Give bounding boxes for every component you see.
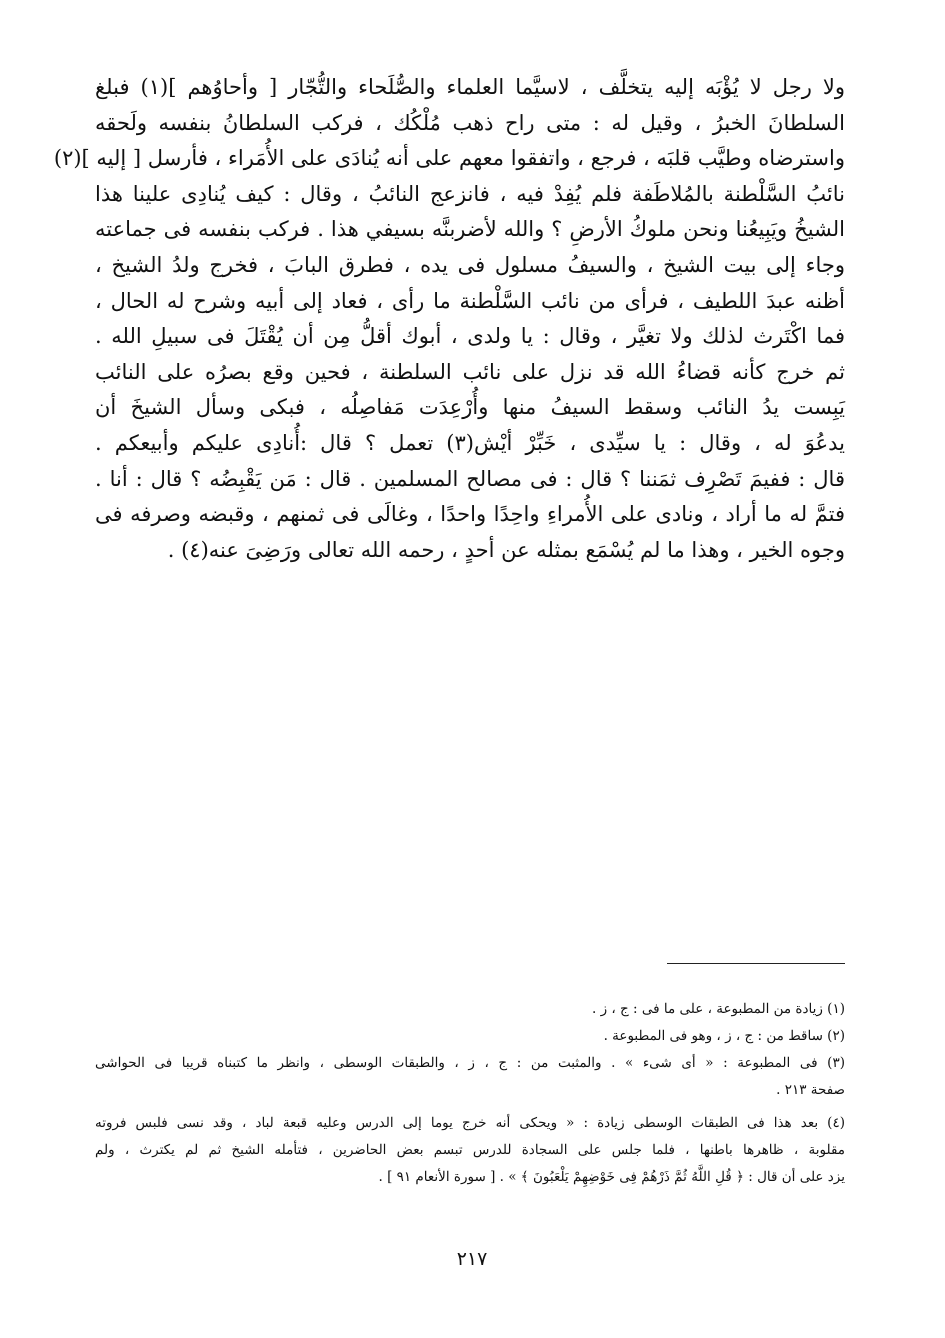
main-text-block xyxy=(53,70,845,568)
text-line: فما اكْتَرث لذلك ولا تغيَّر ، وقال : يا ولدى ، أبوك أقلُّ مِن أن يُقْتَلَ فى سبيلِ الله . xyxy=(95,324,845,349)
text-line: الشيخُ ويَبِيعُنا ونحن ملوكُ الأرضِ ؟ والله لأضربنَّه بسيفي هذا . فركب بنفسه فى جماعته xyxy=(95,217,845,242)
text-line: فتمَّ له ما أراد ، ونادى على الأُمراءِ واحِدًا واحدًا ، وغالَى فى ثمنهم ، وقبضه وصرفه فى xyxy=(95,502,845,527)
text-line: ولا رجل لا يُؤْبَه إليه يتخلَّف ، لاسيَّما العلماء والصُّلَحاء والتُّجّار [ وأحاوُهم ](١) فبلغ xyxy=(95,75,845,99)
footnote-divider xyxy=(667,963,845,964)
footnote-3-continued: صفحة ٢١٣ . xyxy=(776,1082,845,1098)
text-line: أظنه عبدَ اللطيف ، فرأى من نائب السَّلْطنة ما رأى ، فعاد إلى أبيه وشرح له الحال ، xyxy=(95,288,845,313)
text-line: وجوه الخير ، وهذا ما لم يُسْمَع بمثله عن أحدٍ ، رحمه الله تعالى ورَضِىَ عنه(٤) . xyxy=(167,537,845,562)
text-line: ثم خرج كأنه قضاءُ الله قد نزل على نائب السلطنة ، فحين وقع بصرُه على النائب xyxy=(95,359,845,384)
text-line: وجاء إلى بيت الشيخ ، والسيفُ مسلول فى يده ، فطرق البابَ ، فخرج ولدُ الشيخ ، xyxy=(95,252,845,277)
footnote-1: (١) زيادة من المطبوعة ، على ما فى : ج ، ز . xyxy=(592,1001,845,1017)
text-line: واسترضاه وطيَّب قلبَه ، فرجع ، واتفقوا معهم على أنه يُنادَى على الأُمَراء ، فأرسل [ إليه ](٢) xyxy=(53,146,845,171)
text-line: السلطانَ الخبرُ ، وقيل له : متى راح ذهب مُلْكُك ، فركب السلطانُ بنفسه ولَحقه xyxy=(95,110,845,135)
text-line: يدعُوَ له ، وقال : يا سيِّدى ، خَبِّرْ أيْش(٣) تعمل ؟ قال :أُنادِى عليكم وأبيعكم . xyxy=(95,430,845,455)
text-line: قال : ففيمَ تَصْرِف ثمَننا ؟ قال : فى مصالح المسلمين . قال : مَن يَقْبِضُه ؟ قال : أنا . xyxy=(95,466,845,491)
footnote-4: (٤) بعد هذا فى الطبقات الوسطى زيادة : « ويحكى أنه خرج يوما إلى الدرس وعليه قبعة لباد ، وقد نسى فلبس فروته xyxy=(95,1115,845,1131)
footnote-4-continued: مقلوبة ، ظاهرها باطنها ، فلما جلس على السجادة للدرس تبسم بعض الحاضرين ، فتأمله الشيخ ثم لم يكترث ، ولم xyxy=(95,1142,845,1158)
footnote-2: (٢) ساقط من : ج ، ز ، وهو فى المطبوعة . xyxy=(603,1028,845,1044)
text-line: نائبُ السَّلْطنة بالمُلاطَفة فلم يُفِدْ فيه ، فانزعج النائبُ ، وقال : كيف يُنادِى علينا هذا xyxy=(95,181,845,206)
page-number: ٢١٧ xyxy=(456,1248,488,1270)
footnote-3: (٣) فى المطبوعة : « أى شىء » . والمثبت من : ج ، ز ، والطبقات الوسطى ، وانظر ما كتبناه قريبا فى الحواشى xyxy=(95,1055,845,1071)
text-line: يَبِست يدُ النائب وسقط السيفُ منها وأُرْعِدَت مَفاصِلُه ، فبكى وسأل الشيخَ أن xyxy=(95,395,845,420)
footnote-4-end: يزد على أن قال : ﴿ قُلِ اللَّهُ ثُمَّ ذَرْهُمْ فِى خَوْضِهِمْ يَلْعَبُونَ ﴾ » . [ سورة الأنعام ٩١ ] . xyxy=(378,1169,845,1185)
footnotes-block xyxy=(95,996,845,1191)
